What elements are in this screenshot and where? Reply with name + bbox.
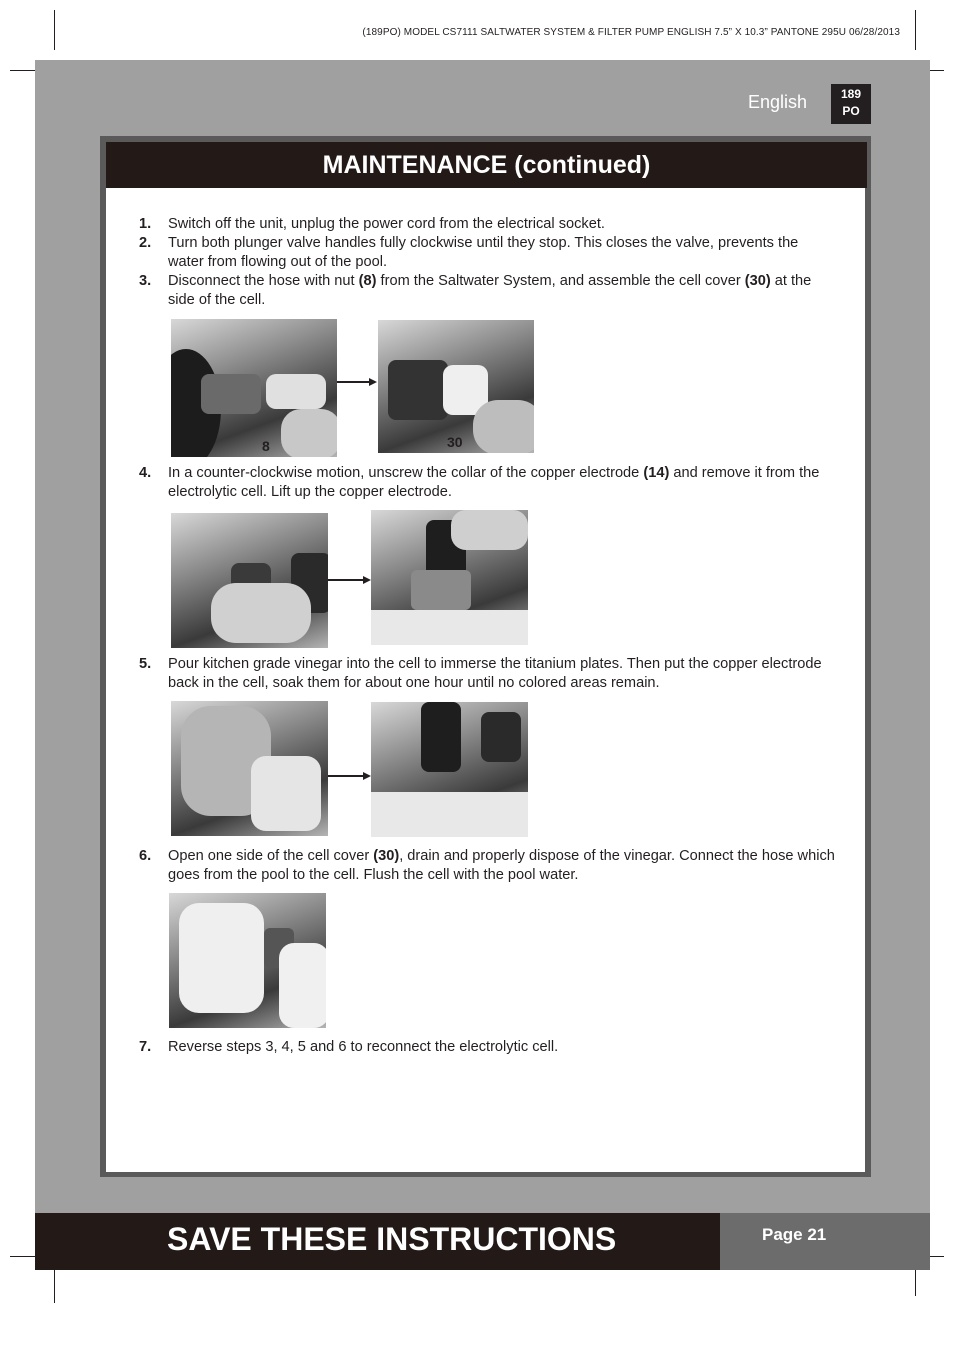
part-ref: (30): [373, 848, 400, 864]
arrow-connector: [328, 775, 363, 777]
code-badge: [831, 84, 871, 124]
photo-lift-electrode: [371, 510, 528, 645]
step-text: Switch off the unit, unplug the power cord from the electrical socket.: [168, 216, 605, 232]
step-number: 4.: [139, 465, 152, 481]
step-number: 6.: [139, 848, 152, 864]
step-text: In a counter-clockwise motion, unscrew the collar of the copper electrode (14) and remove it from the electrolytic cell. Lift up the copper electrode.: [168, 465, 820, 500]
step-text: Reverse steps 3, 4, 5 and 6 to reconnect the electrolytic cell.: [168, 1039, 559, 1055]
crop-mark: [54, 1270, 55, 1303]
footer-title: SAVE THESE INSTRUCTIONS: [167, 1221, 617, 1257]
photo-unscrew-collar: [171, 513, 328, 648]
step-text: Open one side of the cell cover (30), drain and properly dispose of the vinegar. Connect the hose which goes from the pool to the cell. Flush the cell with the pool water.: [168, 848, 835, 883]
crop-mark: [915, 1270, 916, 1296]
crop-mark: [930, 70, 944, 71]
part-ref: (30): [744, 273, 771, 289]
callout-cover: 30: [447, 434, 463, 450]
step-number: 2.: [139, 235, 152, 251]
photo-disconnect-hose: [171, 319, 337, 457]
arrow-head: [363, 576, 371, 584]
photo-soak-electrode: [371, 702, 528, 837]
arrow-head: [369, 378, 377, 386]
step-number: 3.: [139, 273, 152, 289]
section-title: MAINTENANCE (continued): [106, 142, 867, 188]
step-number: 1.: [139, 216, 152, 232]
arrow-connector: [337, 381, 369, 383]
crop-mark: [930, 1256, 944, 1257]
arrow-head: [363, 772, 371, 780]
crop-mark: [10, 1256, 36, 1257]
crop-mark: [915, 10, 916, 50]
step-text: Turn both plunger valve handles fully clockwise until they stop. This closes the valve, prevents the water from flowing out of the pool.: [168, 235, 799, 270]
step-number: 5.: [139, 656, 152, 672]
photo-drain-vinegar: [169, 893, 326, 1028]
step-text: Disconnect the hose with nut (8) from the Saltwater System, and assemble the cell cover (30) at the side of the cell.: [168, 273, 812, 308]
language-label: English: [748, 92, 808, 112]
callout-nut: 8: [262, 438, 270, 454]
arrow-connector: [328, 579, 363, 581]
part-ref: (8): [358, 273, 377, 289]
code-badge-line1: 189: [840, 87, 862, 101]
crop-mark: [10, 70, 36, 71]
print-spec-line: (189PO) MODEL CS7111 SALTWATER SYSTEM & FILTER PUMP ENGLISH 7.5” X 10.3” PANTONE 295U 06/28/2013: [362, 27, 900, 38]
photo-pour-vinegar: [171, 701, 328, 836]
step-text: Pour kitchen grade vinegar into the cell to immerse the titanium plates. Then put the copper electrode back in the cell, soak them for about one hour until no colored areas remain.: [168, 656, 822, 691]
part-ref: (14): [643, 465, 670, 481]
crop-mark: [54, 10, 55, 50]
code-badge-line2: PO: [842, 104, 860, 118]
page-number: Page 21: [762, 1225, 827, 1244]
step-number: 7.: [139, 1039, 152, 1055]
